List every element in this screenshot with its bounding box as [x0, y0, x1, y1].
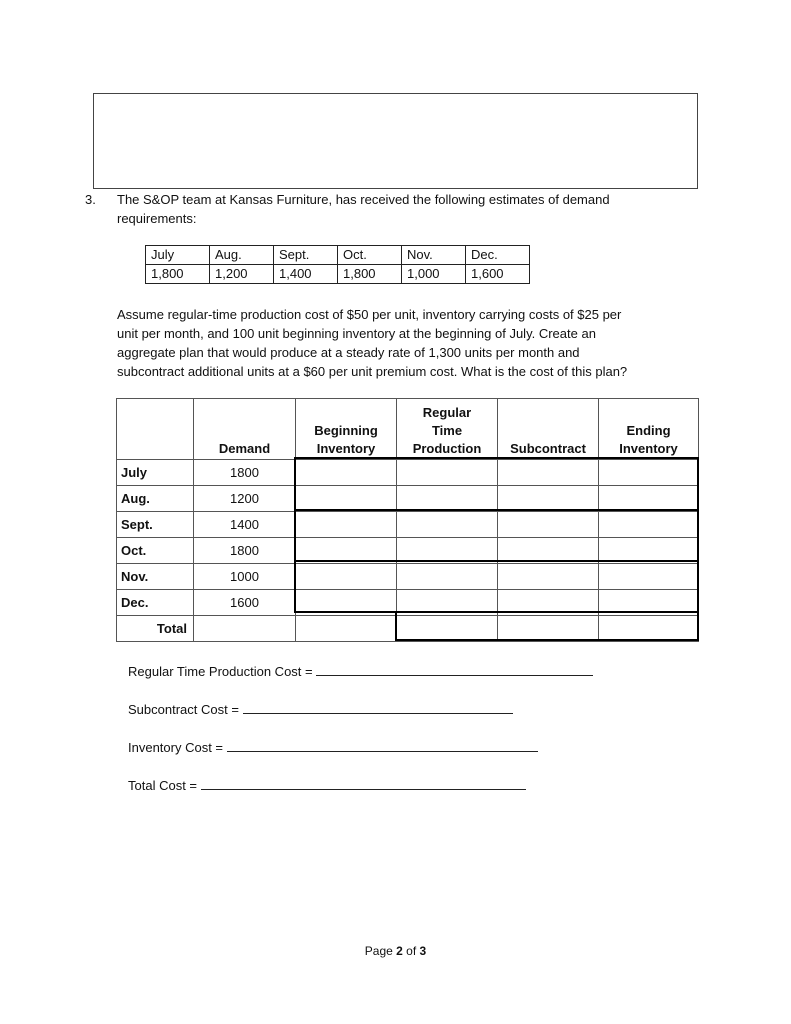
page-total: 3	[419, 944, 427, 958]
table-row	[117, 538, 699, 564]
demand-value: 1800	[194, 460, 296, 486]
month-cell: Sept.	[274, 246, 338, 265]
question-body-line: aggregate plan that would produce at a steady rate of 1,300 units per month and	[117, 345, 580, 360]
production-cell[interactable]	[397, 564, 498, 590]
demand-value: 1400	[194, 512, 296, 538]
subcontract-cell[interactable]	[498, 486, 599, 512]
month-label: Dec.	[117, 590, 194, 616]
regular-time-cost-label: Regular Time Production Cost =	[128, 664, 317, 679]
month-label: Sept.	[117, 512, 194, 538]
ending-inventory-cell[interactable]	[599, 512, 699, 538]
aggregate-plan-table	[116, 398, 699, 642]
header-row	[117, 399, 699, 460]
month-cell: Dec.	[466, 246, 530, 265]
demand-estimates-table	[145, 245, 530, 284]
production-cell[interactable]	[397, 538, 498, 564]
total-subcontract-cell[interactable]	[498, 616, 599, 642]
answer-box-previous[interactable]	[93, 93, 698, 189]
demand-cell: 1,400	[274, 265, 338, 284]
demand-value: 1000	[194, 564, 296, 590]
total-label: Total	[117, 616, 194, 642]
beginning-inventory-cell[interactable]	[296, 460, 397, 486]
subcontract-cell[interactable]	[498, 512, 599, 538]
demand-cell: 1,600	[466, 265, 530, 284]
demand-cell: 1,000	[402, 265, 466, 284]
header-text: Beginning Inventory	[314, 423, 378, 456]
production-cell[interactable]	[397, 486, 498, 512]
month-cell: July	[146, 246, 210, 265]
regular-time-cost-line	[128, 663, 593, 679]
header-text: Regular Time Production	[412, 405, 482, 456]
question-body-line: Assume regular-time production cost of $50 per unit, inventory carrying costs of $25 per	[117, 307, 622, 322]
total-beginning-inventory-cell[interactable]	[296, 616, 397, 642]
question-body-line: subcontract additional units at a $60 per unit premium cost. What is the cost of this plan?	[117, 364, 628, 379]
subcontract-cell[interactable]	[498, 590, 599, 616]
table-row	[117, 512, 699, 538]
beginning-inventory-cell[interactable]	[296, 512, 397, 538]
subcontract-cost-blank[interactable]	[243, 701, 513, 714]
total-row	[117, 616, 699, 642]
header-ending-inventory	[599, 399, 699, 460]
demand-cell: 1,800	[338, 265, 402, 284]
subcontract-cost-label: Subcontract Cost =	[128, 702, 243, 717]
total-demand-cell[interactable]	[194, 616, 296, 642]
table-row	[117, 590, 699, 616]
question-intro-line: The S&OP team at Kansas Furniture, has received the following estimates of demand	[117, 192, 610, 207]
demand-value: 1200	[194, 486, 296, 512]
header-text: Ending Inventory	[619, 423, 678, 456]
page-footer	[0, 944, 791, 958]
months-row	[146, 246, 530, 265]
table-row	[117, 486, 699, 512]
table-row	[117, 460, 699, 486]
total-cost-line	[128, 777, 526, 793]
month-cell: Aug.	[210, 246, 274, 265]
question-number: 3.	[85, 192, 96, 207]
total-cost-label: Total Cost =	[128, 778, 201, 793]
month-cell: Oct.	[338, 246, 402, 265]
month-label: Oct.	[117, 538, 194, 564]
production-cell[interactable]	[397, 590, 498, 616]
regular-time-cost-blank[interactable]	[316, 663, 593, 676]
inventory-cost-blank[interactable]	[227, 739, 538, 752]
header-regular-time-production	[397, 399, 498, 460]
month-label: July	[117, 460, 194, 486]
total-production-cell[interactable]	[397, 616, 498, 642]
month-label: Aug.	[117, 486, 194, 512]
question-intro-line: requirements:	[117, 211, 197, 226]
total-cost-blank[interactable]	[201, 777, 526, 790]
production-cell[interactable]	[397, 460, 498, 486]
header-subcontract: Subcontract	[498, 399, 599, 460]
subcontract-cell[interactable]	[498, 564, 599, 590]
ending-inventory-cell[interactable]	[599, 538, 699, 564]
ending-inventory-cell[interactable]	[599, 486, 699, 512]
demand-cell: 1,200	[210, 265, 274, 284]
subcontract-cost-line	[128, 701, 513, 717]
production-cell[interactable]	[397, 512, 498, 538]
page-word: Page	[364, 944, 393, 958]
header-blank	[117, 399, 194, 460]
month-cell: Nov.	[402, 246, 466, 265]
month-label: Nov.	[117, 564, 194, 590]
ending-inventory-cell[interactable]	[599, 590, 699, 616]
question-body-line: unit per month, and 100 unit beginning inventory at the beginning of July. Create an	[117, 326, 596, 341]
subcontract-cell[interactable]	[498, 460, 599, 486]
ending-inventory-cell[interactable]	[599, 460, 699, 486]
beginning-inventory-cell[interactable]	[296, 538, 397, 564]
ending-inventory-cell[interactable]	[599, 564, 699, 590]
beginning-inventory-cell[interactable]	[296, 590, 397, 616]
total-ending-inventory-cell[interactable]	[599, 616, 699, 642]
demand-value: 1600	[194, 590, 296, 616]
of-word: of	[406, 944, 417, 958]
header-beginning-inventory	[296, 399, 397, 460]
page-current: 2	[396, 944, 403, 958]
demand-value: 1800	[194, 538, 296, 564]
subcontract-cell[interactable]	[498, 538, 599, 564]
inventory-cost-label: Inventory Cost =	[128, 740, 227, 755]
beginning-inventory-cell[interactable]	[296, 486, 397, 512]
table-row	[117, 564, 699, 590]
inventory-cost-line	[128, 739, 538, 755]
values-row	[146, 265, 530, 284]
header-demand: Demand	[194, 399, 296, 460]
beginning-inventory-cell[interactable]	[296, 564, 397, 590]
demand-cell: 1,800	[146, 265, 210, 284]
